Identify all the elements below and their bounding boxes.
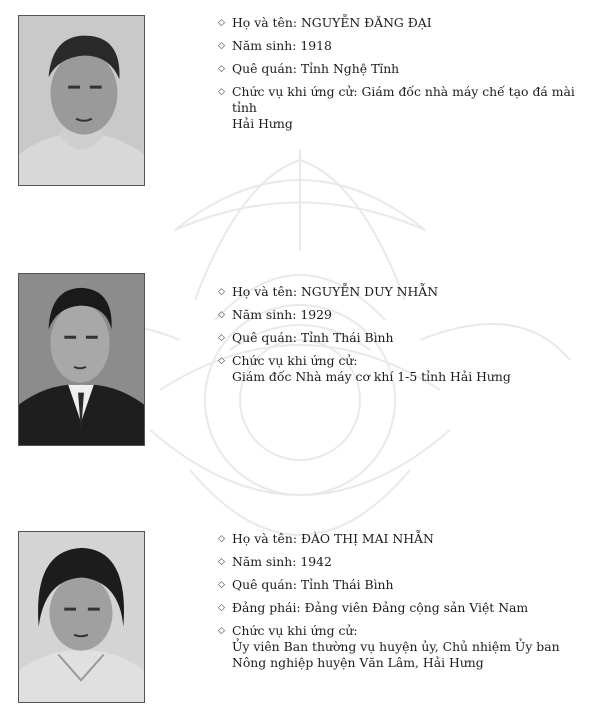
party-value: Đảng viên Đảng cộng sản Việt Nam — [304, 600, 529, 615]
position-row — [218, 623, 588, 671]
hometown-row — [218, 61, 588, 77]
diamond-bullet-icon: ◇ — [218, 356, 225, 366]
position-row — [218, 84, 588, 132]
field-label: Đảng phái: — [232, 600, 301, 615]
diamond-bullet-icon: ◇ — [218, 626, 225, 636]
diamond-bullet-icon: ◇ — [218, 310, 225, 320]
diamond-bullet-icon: ◇ — [218, 333, 225, 343]
position-value-continued: Giám đốc Nhà máy cơ khí 1-5 tỉnh Hải Hưng — [232, 369, 511, 384]
field-label: Chức vụ khi ứng cử: — [232, 623, 358, 638]
field-label: Quê quán: — [232, 577, 297, 592]
hometown-row — [218, 330, 588, 346]
diamond-bullet-icon: ◇ — [218, 287, 225, 297]
field-label: Năm sinh: — [232, 307, 297, 322]
field-label: Họ và tên: — [232, 15, 297, 30]
diamond-bullet-icon: ◇ — [218, 534, 225, 544]
diamond-bullet-icon: ◇ — [218, 603, 225, 613]
field-label: Chức vụ khi ứng cử: — [232, 353, 358, 368]
field-label: Họ và tên: — [232, 284, 297, 299]
name-row — [218, 284, 588, 300]
position-value-continued: Hải Hưng — [232, 116, 293, 131]
candidate-info-3 — [218, 531, 588, 678]
diamond-bullet-icon: ◇ — [218, 41, 225, 51]
position-value-continued: Ủy viên Ban thường vụ huyện ủy, Chủ nhiệm Ủy ban — [232, 639, 560, 654]
position-value-continued-2: Nông nghiệp huyện Văn Lâm, Hải Hưng — [232, 655, 484, 670]
birth-row — [218, 554, 588, 570]
portrait-photo-2 — [18, 273, 145, 446]
portrait-photo-1 — [18, 15, 145, 186]
position-value: Giám đốc nhà máy chế tạo đá mài tỉnh — [232, 84, 575, 115]
candidate-info-1 — [218, 15, 588, 139]
candidate-info-2 — [218, 284, 588, 392]
diamond-bullet-icon: ◇ — [218, 64, 225, 74]
hometown-row — [218, 577, 588, 593]
birth-value: 1929 — [300, 307, 332, 322]
party-row — [218, 600, 588, 616]
diamond-bullet-icon: ◇ — [218, 580, 225, 590]
name-row — [218, 531, 588, 547]
hometown-value: Tỉnh Thái Bình — [300, 577, 394, 592]
field-label: Quê quán: — [232, 61, 297, 76]
birth-row — [218, 38, 588, 54]
position-row — [218, 353, 588, 385]
field-label: Năm sinh: — [232, 38, 297, 53]
name-value: NGUYỄN ĐĂNG ĐẠI — [300, 15, 432, 30]
name-value: ĐÀO THỊ MAI NHẪN — [300, 531, 434, 546]
hometown-value: Tỉnh Thái Bình — [300, 330, 394, 345]
diamond-bullet-icon: ◇ — [218, 87, 225, 97]
birth-row — [218, 307, 588, 323]
field-label: Năm sinh: — [232, 554, 297, 569]
diamond-bullet-icon: ◇ — [218, 557, 225, 567]
diamond-bullet-icon: ◇ — [218, 18, 225, 28]
field-label: Quê quán: — [232, 330, 297, 345]
name-value: NGUYỄN DUY NHẪN — [300, 284, 439, 299]
field-label: Chức vụ khi ứng cử: — [232, 84, 358, 99]
portrait-photo-3 — [18, 531, 145, 703]
birth-value: 1942 — [300, 554, 332, 569]
birth-value: 1918 — [300, 38, 332, 53]
field-label: Họ và tên: — [232, 531, 297, 546]
name-row — [218, 15, 588, 31]
hometown-value: Tỉnh Nghệ Tĩnh — [300, 61, 400, 76]
